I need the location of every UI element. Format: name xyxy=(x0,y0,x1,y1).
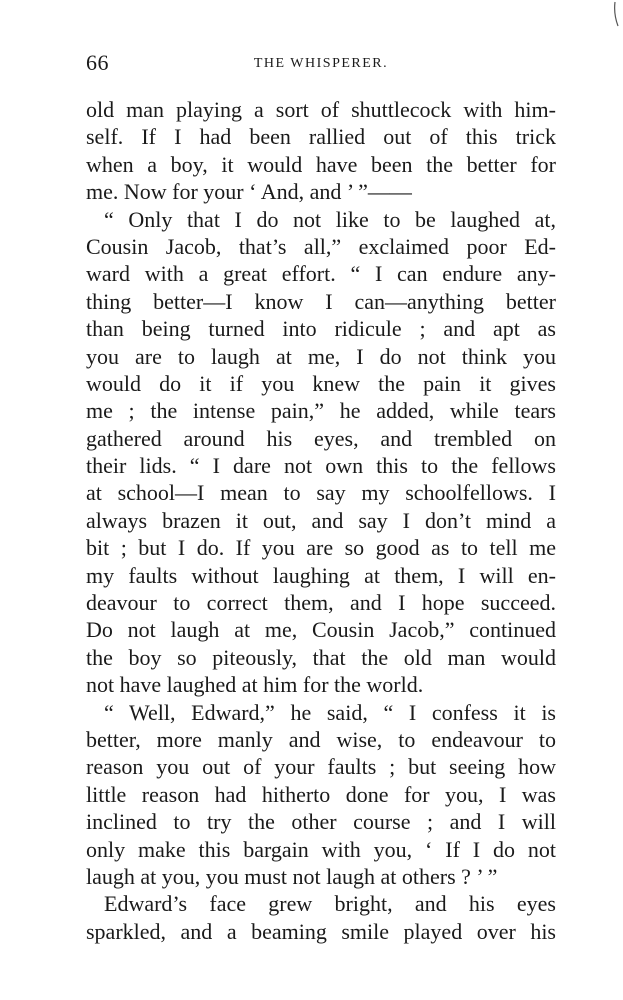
text-line: me. Now for your ‘ And, and ’ ”—— xyxy=(86,179,412,205)
text-line: gathered around his eyes, and trembled on xyxy=(86,425,556,451)
text-line: “ Well, Edward,” he said, “ I confess it is xyxy=(104,699,556,725)
text-line: Cousin Jacob, that’s all,” exclaimed poor Ed- xyxy=(86,233,556,259)
text-line: not have laughed at him for the world. xyxy=(86,672,424,698)
text-line: deavour to correct them, and I hope succeed. xyxy=(86,590,556,616)
text-line: would do it if you knew the pain it gives xyxy=(86,370,556,396)
text-line: Edward’s face grew bright, and his eyes xyxy=(104,891,556,917)
text-line: when a boy, it would have been the better for xyxy=(86,151,556,177)
running-title: THE WHISPERER. xyxy=(253,56,389,71)
text-line: little reason had hitherto done for you, I was xyxy=(86,781,556,807)
text-line: than being turned into ridicule ; and apt as xyxy=(86,316,556,342)
text-line: inclined to try the other course ; and I will xyxy=(86,809,556,835)
text-line: sparkled, and a beaming smile played over his xyxy=(86,918,556,944)
text-line: bit ; but I do. If you are so good as to tell me xyxy=(86,535,556,561)
text-line: Do not laugh at me, Cousin Jacob,” continued xyxy=(86,617,556,643)
text-line: you are to laugh at me, I do not think you xyxy=(86,343,556,369)
text-line: self. If I had been rallied out of this trick xyxy=(86,124,556,150)
text-line: thing better—I know I can—anything better xyxy=(86,288,556,314)
text-line: only make this bargain with you, ‘ If I do not xyxy=(86,836,556,862)
page-number: 66 xyxy=(86,50,109,75)
page-edge-mark xyxy=(613,0,619,30)
text-line: reason you out of your faults ; but seeing how xyxy=(86,754,556,780)
text-line: ward with a great effort. “ I can endure any- xyxy=(86,261,556,287)
text-line: “ Only that I do not like to be laughed at, xyxy=(104,206,556,232)
text-line: better, more manly and wise, to endeavour to xyxy=(86,726,556,752)
text-line: me ; the intense pain,” he added, while tears xyxy=(86,398,556,424)
text-line: laugh at you, you must not laugh at others ? ’ ” xyxy=(86,863,498,889)
text-line: old man playing a sort of shuttlecock with him- xyxy=(86,97,556,122)
text-line: their lids. “ I dare not own this to the fellows xyxy=(86,453,556,479)
text-line: at school—I mean to say my schoolfellows. I xyxy=(86,480,556,506)
page-header xyxy=(86,50,556,80)
text-line: the boy so piteously, that the old man would xyxy=(86,644,556,670)
text-line: my faults without laughing at them, I will en- xyxy=(86,562,556,588)
body-text xyxy=(86,96,556,945)
text-line: always brazen it out, and say I don’t mind a xyxy=(86,507,556,533)
